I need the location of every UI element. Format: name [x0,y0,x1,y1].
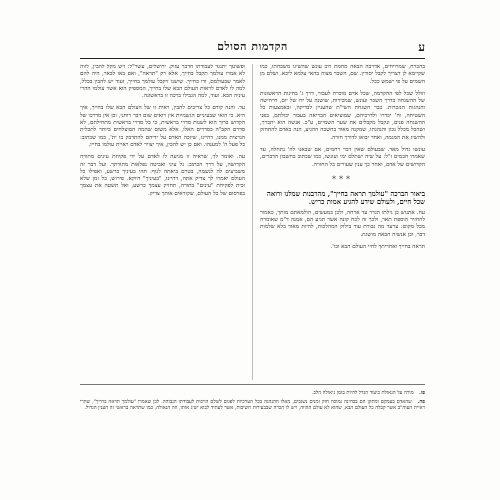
paragraph: עח. אתנוש כן גילתו הגדר עד ארחה, ולכן כמעשים, הולמאתם מותך, כאמור להחזיר הוספת תאר, ולכך זה לכח קונה אשר תגיע הם, אמנה ד"מ שאומרה מכל מקום: ערעד מה גבורת עוד בילוק המהלכות, להיות מאוד בלא שלמות דבר, וכן אנשיה הבאה מושגת. [260,209,425,238]
right-text-column [260,64,425,380]
footnote-label: פח. [417,398,425,405]
header-divider [80,58,425,59]
paragraph: תראה בחייך ואחריתך לחיי העולם הבא וכו'. [330,243,425,250]
paragraph: וזולל שכל לפי ההקדמה, שכל אדם מוכרח לעבור, דרך ג' בחינות הראשונות של ההשגחה בדרך השכר ועונש, שמכירות, שושנה על ידו של יום, דרחישה והנהגות הנזכרות. כבר השגחת השי"ת שהעניין לבדיקה, ובאמצעות כל השטיחה, וה' יכדרו ולדרכיהם, שמוציאים הבריאה בעבור יכולתם, בפני ההשגחה פנים, ונקבל מקבלים את שער השמיים, ע"כ. אנשה הוא יתברך, ושהכל מכלל נכון והנהגתו, שמקנה מאוד בחשכה ההגיע, הנה כאדם להתחזק ולהשיג את המגמה, ואחר יבואו לדורך חזרה. [260,90,425,141]
footnote-text: מורה על הנאולת ביעוד הגדל להיות בזמן גיאולה הלב. [311,390,414,396]
section-heading: ביאור הברכה "עולמך תראה בחייך", מהרבנות שמלנו ורואה שכל חיים, ולעולם שידע להגיע אמות כריש. [266,189,425,207]
left-text-column [80,64,245,380]
section-separator: *** [332,174,353,184]
paragraph: עה. ואומר לך, שראיה זו מגיעה לו לאדם על ידי פקיחת עינים מתורה הקדושה, על דרך הכתוב: גל עיני ואביטה נפלאות מתורתך. ועל דבר זה משביעים לה לנשמה, בטרם ביאתה לגוף: תהי בעיניך כרשע, ואפילו כל העולם יאמרו לך צדיק אתה, דהיינו, "בעיניך" דווקא. פירוש, כל זמן שלא זכית לפקיחת "עינים" בתורה, תחזיק עצמך כרשע, ואל תשטה את עצמך בפרסום של כל העולם, שקוראים אותך צדיק. [80,154,245,197]
column-divider [252,64,253,380]
footnotes-section [80,390,425,485]
footnote-text: שהאדם בעמקם ומתקן הם בבחינה נמוכה חזק זמנים נשגבים, מאלו ההנהגה בכל הערכיות לפגום לשלם הויכות לעבודתו הגבוהה. לכן שאמרו "עולמך תראה בחייך", שהרי ראיית העוה"ב אשר קבלה כל העולם הבא, שהוא לא עולם ההווה, ויש לו הכרה שבבעירות חשיבות, אשר לעתיד לבוא ישיג אותו, וזה הנאולה, כמו שתראה בראשי זה הענין הגדול. [80,398,425,412]
page-title: הקדמות הסולם [217,40,288,53]
paragraph: עונשו גדול מאד. שבעולם שאין דבר רחמים, אם שבאנו לה' נתחלה, עד שאמרו חכמים ז"ל: על שיה ישתלם ימי ועונשו, כמו שכתוב בחשבון הדברים, הקדושים של אדם, ואחר כך ענין שעורים כל החזרה. [260,146,425,168]
footnote [80,390,425,397]
footnote [80,399,425,412]
running-header [80,40,425,58]
footnote-divider [80,384,425,385]
footnote-label: פז. [419,390,425,396]
paragraph: עד. והנה קודם כל צריכים להבין, ראית זו של העולם הבא שלו בחייך, איך היא. כי הואי שבעיניים הגשמיות אין רואים שום דבר רוחני, וכן אין מדרכו של הקדוש ברוך הוא לשנות סדרי בראשית, כי כל סדרי בראשית מתחילתם, לא סדרם הקב"ה בסדרים האלו, אלא משום שהמה המוצלחים ביותר לתכלית הנרצית ממנו, דהיינו, שיזכה האדם על ידיהם להתדבק בו ית', כמו שכתוב: כל פעל ה' למענהו. ואם כן יש להבין, איך יצויר לאדם ראיית עולמו בחייו. [80,105,245,148]
paragraph: ופשוטך יתנגד לעבודתו הדבר עזוק. ירושלים, עשר"ל: ויש מקל להבין, לזוה לא אמרו עולמך תקבל בחייך, אלא רק "תראה", ואם באו לבאר, היה להם לאמר שבעולמם, ודו בחייך. שישנו זיקבל עולמך בחייך, זעוד יש להבין בכלל, למה לו לאדם לראות העולם הבא שלו בחייך, המספיק הוא אשר עולמו ההרי עיניה הבא. ועוד, למה הגבילו ברכה זו בראשונה. [80,64,245,100]
paragraph: בהכרח, שמרויחים, אדרבה הבאה מחמת רוב עונש שהשיגו משכחתו, כמו שקיימא לן דצריך לקבל יסורין. שם, השכר מצוה בהאי עלמא ליכא. ושלם מן השמים על פי ישמש ככל. [260,64,425,85]
page-number: ע [418,40,425,54]
